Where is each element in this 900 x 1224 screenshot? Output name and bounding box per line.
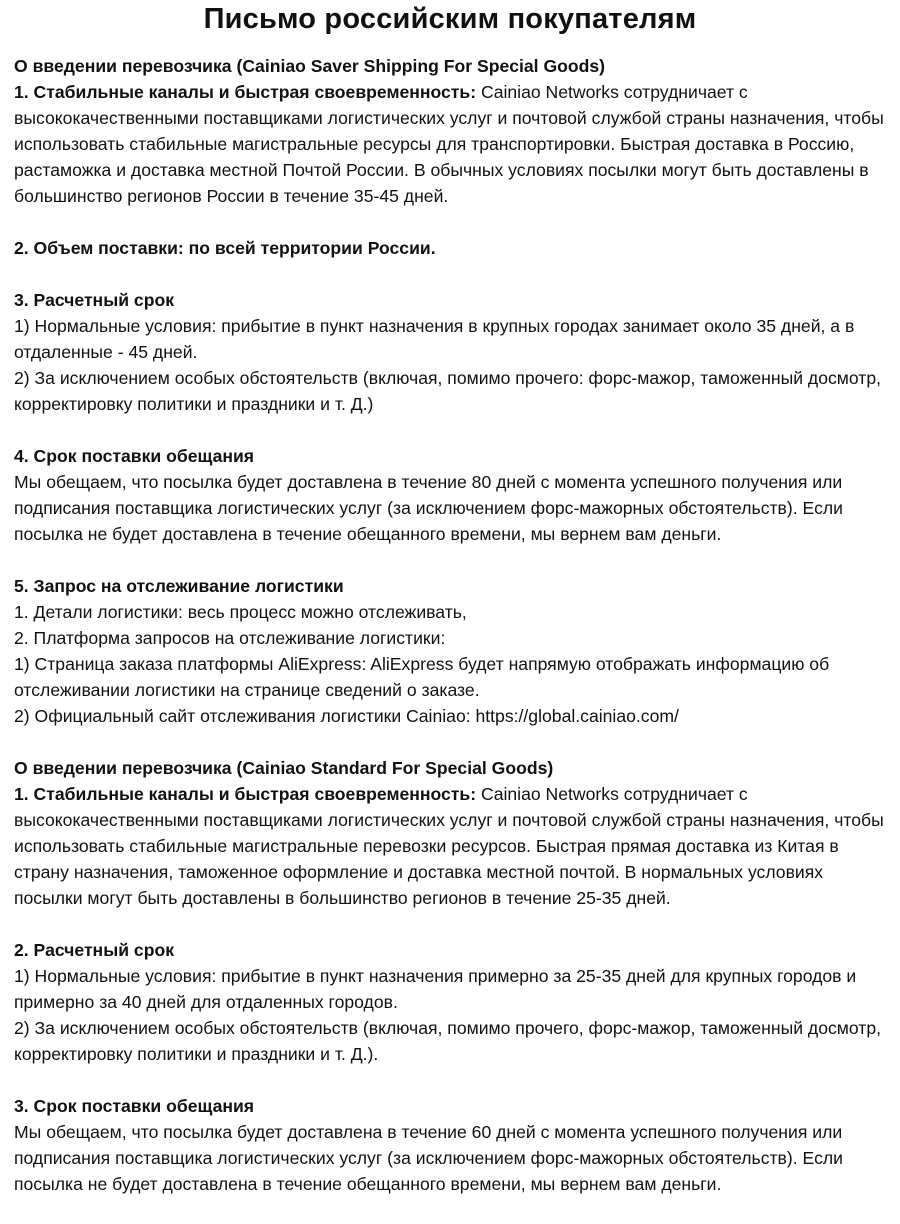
saver-paragraph-1 [14,79,886,209]
standard-p2-label: 2. Расчетный срок [14,940,175,960]
saver-p3-label: 3. Расчетный срок [14,290,175,310]
standard-p2-line2: 2) За исключением особых обстоятельств (включая, помимо прочего, форс-мажор, таможенный досмотр, корректировку политики и праздники и т. Д.). [14,1018,882,1064]
standard-p3-text: Мы обещаем, что посылка будет доставлена в течение 60 дней с момента успешного получения или подписания поставщика логистических услуг (за исключением форс-мажорных обстоятельств). Если посылка не будет доставлена в течение обещанного времени, мы вернем вам деньги. [14,1122,843,1194]
saver-p3-line1: 1) Нормальные условия: прибытие в пункт назначения в крупных городах занимает около 35 дней, а в отдаленные - 45 дней. [14,316,855,362]
saver-section [14,53,886,729]
saver-paragraph-2: 2. Объем поставки: по всей территории России. [14,238,436,258]
saver-p3-line2: 2) За исключением особых обстоятельств (включая, помимо прочего: форс-мажор, таможенный досмотр, корректировку политики и праздники и т. Д.) [14,368,882,414]
saver-p4-text: Мы обещаем, что посылка будет доставлена в течение 80 дней с момента успешного получения или подписания поставщика логистических услуг (за исключением форс-мажорных обстоятельств). Если посылка не будет доставлена в течение обещанного времени, мы вернем вам деньги. [14,472,843,544]
saver-p5-line1: 1. Детали логистики: весь процесс можно отслеживать, [14,602,467,622]
saver-p5-line4: 2) Официальный сайт отслеживания логистики Cainiao: https://global.cainiao.com/ [14,706,679,726]
saver-p5-line2: 2. Платформа запросов на отслеживание логистики: [14,628,446,648]
saver-heading: О введении перевозчика (Cainiao Saver Shipping For Special Goods) [14,56,606,76]
standard-p1-text: Cainiao Networks сотрудничает с высококачественными поставщиками логистических услуг и почтовой службой страны назначения, чтобы использовать стабильные магистральные перевозки ресурсов. Быстрая прямая доставка из Китая в страну назначения, таможенное оформление и доставка местной почтой. В нормальных условиях посылки могут быть доставлены в большинство регионов в течение 25-35 дней. [14,784,884,908]
saver-p4-label: 4. Срок поставки обещания [14,446,255,466]
standard-p3-label: 3. Срок поставки обещания [14,1096,255,1116]
standard-p2-line1: 1) Нормальные условия: прибытие в пункт назначения примерно за 25-35 дней для крупных городов и примерно за 40 дней для отдаленных городов. [14,966,857,1012]
standard-section [14,755,886,1197]
standard-paragraph-1 [14,781,886,911]
saver-p1-label: 1. Стабильные каналы и быстрая своевременность: [14,82,477,102]
page-title: Письмо российским покупателям [203,3,697,35]
saver-p1-text: Cainiao Networks сотрудничает с высококачественными поставщиками логистических услуг и почтовой службой страны назначения, чтобы использовать стабильные магистральные ресурсы для транспортировки. Быстрая доставка в Россию, растаможка и доставка местной Почтой России. В обычных условиях посылки могут быть доставлены в большинство регионов России в течение 35-45 дней. [14,82,884,206]
standard-p1-label: 1. Стабильные каналы и быстрая своевременность: [14,784,477,804]
saver-p5-line3: 1) Страница заказа платформы AliExpress: AliExpress будет напрямую отображать информацию об отслеживании логистики на странице сведений о заказе. [14,654,830,700]
standard-heading: О введении перевозчика (Cainiao Standard For Special Goods) [14,758,554,778]
saver-p5-label: 5. Запрос на отслеживание логистики [14,576,344,596]
